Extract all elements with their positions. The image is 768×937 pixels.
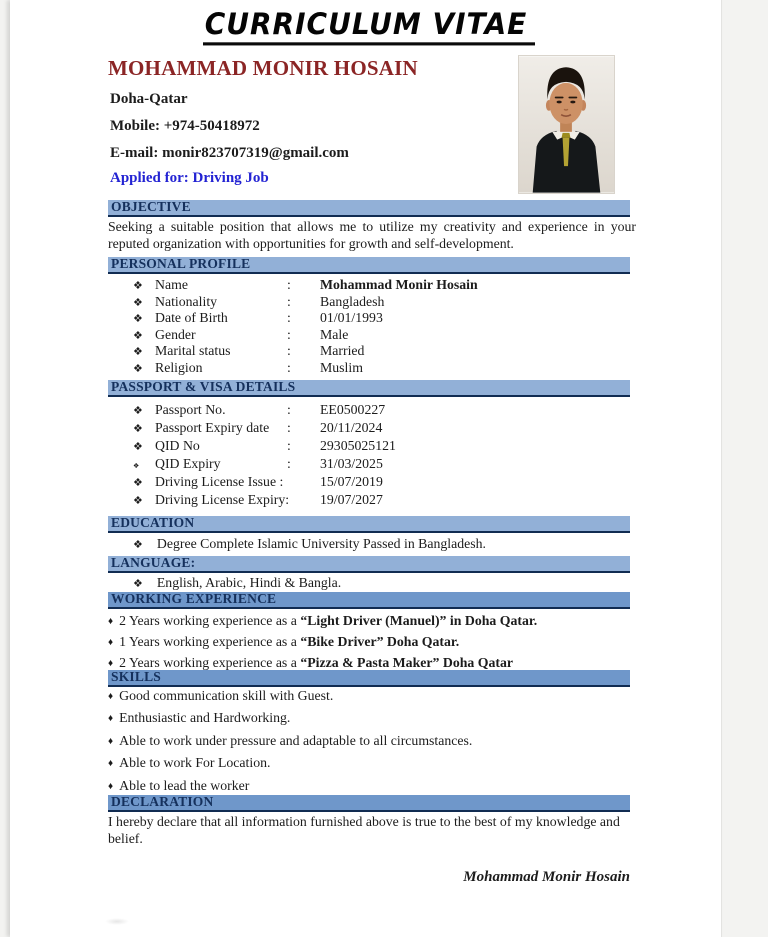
section-header-label: PASSPORT & VISA DETAILS bbox=[111, 379, 296, 394]
row-value: Male bbox=[320, 326, 349, 342]
experience-prefix: 1 Years working experience as a bbox=[119, 634, 301, 649]
small-diamond-bullet-icon: ♦ bbox=[108, 758, 114, 770]
passport-row bbox=[108, 491, 630, 509]
section-header-label: LANGUAGE: bbox=[111, 555, 196, 570]
diamond-bullet-icon: ❖ bbox=[133, 495, 143, 507]
row-value: Married bbox=[320, 343, 365, 358]
skill-item bbox=[108, 733, 636, 755]
profile-row bbox=[108, 277, 630, 294]
experience-item bbox=[108, 632, 636, 652]
row-colon: : bbox=[287, 438, 291, 453]
section-header-language bbox=[108, 556, 630, 573]
small-diamond-bullet-icon: ♦ bbox=[108, 658, 114, 669]
passport-row bbox=[108, 419, 630, 437]
row-value: 29305025121 bbox=[320, 438, 396, 453]
profile-row bbox=[108, 327, 630, 344]
skill-text: Good communication skill with Guest. bbox=[119, 688, 334, 703]
signature-name: Mohammad Monir Hosain bbox=[463, 869, 630, 885]
row-colon: : bbox=[287, 326, 291, 342]
diamond-bullet-icon: ❖ bbox=[133, 477, 143, 489]
language-text: English, Arabic, Hindi & Bangla. bbox=[156, 575, 342, 590]
small-diamond-bullet-icon: ♦ bbox=[108, 616, 114, 627]
experience-prefix: 2 Years working experience as a bbox=[119, 655, 301, 670]
diamond-bullet-icon: ❖ bbox=[133, 346, 143, 358]
small-diamond-bullet-icon: ♦ bbox=[108, 735, 114, 747]
row-label: Religion bbox=[155, 359, 203, 375]
experience-bold: “Pizza & Pasta Maker” Doha Qatar bbox=[300, 655, 513, 670]
experience-list bbox=[108, 611, 636, 674]
section-header-passport-visa bbox=[108, 380, 630, 397]
skill-text: Able to work For Location. bbox=[119, 755, 271, 771]
section-header-objective bbox=[108, 200, 630, 217]
row-value: Mohammad Monir Hosain bbox=[320, 277, 478, 292]
row-label: Gender bbox=[155, 326, 196, 342]
section-header-declaration bbox=[108, 795, 630, 812]
diamond-bullet-icon: ❖ bbox=[133, 313, 143, 325]
scan-smudge bbox=[105, 918, 129, 925]
candidate-name: MOHAMMAD MONIR HOSAIN bbox=[108, 56, 418, 80]
experience-bold: “Bike Driver” Doha Qatar. bbox=[300, 634, 460, 649]
section-header-label: DECLARATION bbox=[111, 794, 214, 809]
row-value: 19/07/2027 bbox=[320, 492, 383, 507]
row-colon: : bbox=[287, 277, 291, 292]
skill-item bbox=[108, 710, 636, 732]
skill-text: Able to lead the worker bbox=[119, 777, 250, 793]
diamond-bullet-icon: ❖ bbox=[133, 462, 140, 470]
diamond-bullet-icon: ❖ bbox=[133, 578, 143, 590]
section-header-working-experience bbox=[108, 592, 630, 609]
language-item bbox=[108, 575, 341, 592]
small-diamond-bullet-icon: ♦ bbox=[108, 691, 114, 702]
profile-row bbox=[108, 310, 630, 327]
row-label: QID Expiry bbox=[155, 456, 221, 471]
row-label: Date of Birth bbox=[155, 310, 228, 325]
diamond-bullet-icon: ❖ bbox=[133, 329, 143, 342]
page-title: CURRICULUM VITAE bbox=[203, 8, 536, 45]
row-colon: : bbox=[287, 420, 291, 435]
small-diamond-bullet-icon: ♦ bbox=[108, 637, 114, 648]
education-text: Degree Complete Islamic University Passed in Bangladesh. bbox=[156, 536, 487, 551]
profile-row bbox=[108, 294, 630, 311]
diamond-bullet-icon: ❖ bbox=[133, 423, 143, 435]
section-header-education bbox=[108, 516, 630, 533]
section-header-skills bbox=[108, 670, 630, 687]
row-colon: : bbox=[287, 310, 291, 325]
small-diamond-bullet-icon: ♦ bbox=[108, 713, 114, 725]
location-line: Doha-Qatar bbox=[110, 91, 188, 107]
applied-for-line: Applied for: Driving Job bbox=[110, 170, 269, 186]
experience-item bbox=[108, 611, 636, 631]
diamond-bullet-icon: ❖ bbox=[133, 280, 143, 292]
row-label: Marital status bbox=[155, 343, 231, 358]
diamond-bullet-icon: ❖ bbox=[133, 362, 143, 375]
section-header-label: WORKING EXPERIENCE bbox=[111, 591, 277, 606]
row-value: 31/03/2025 bbox=[320, 456, 383, 471]
row-label: Name bbox=[155, 277, 188, 292]
skills-list bbox=[108, 688, 636, 800]
row-colon: : bbox=[287, 359, 291, 375]
row-value: EE0500227 bbox=[320, 402, 386, 417]
row-value: Muslim bbox=[320, 359, 363, 375]
skill-item bbox=[108, 755, 636, 777]
profile-row bbox=[108, 343, 630, 360]
row-colon: : bbox=[287, 293, 291, 309]
diamond-bullet-icon: ❖ bbox=[133, 405, 143, 417]
passport-row bbox=[108, 401, 630, 419]
profile-row bbox=[108, 360, 630, 377]
small-diamond-bullet-icon: ♦ bbox=[108, 780, 114, 792]
row-label: Passport No. bbox=[155, 402, 226, 417]
cv-page bbox=[10, 0, 722, 937]
passport-row bbox=[108, 437, 630, 455]
education-item bbox=[108, 536, 486, 553]
mobile-line: Mobile: +974-50418972 bbox=[110, 118, 260, 134]
passport-details-list bbox=[108, 401, 630, 509]
email-line: E-mail: monir823707319@gmail.com bbox=[110, 145, 349, 161]
passport-row bbox=[108, 455, 630, 473]
row-colon: : bbox=[287, 402, 291, 417]
row-label: Driving License Expiry: bbox=[155, 492, 290, 507]
row-label: Passport Expiry date bbox=[155, 420, 270, 435]
experience-prefix: 2 Years working experience as a bbox=[119, 613, 301, 628]
personal-profile-list bbox=[108, 277, 630, 376]
experience-bold: “Light Driver (Manuel)” in Doha Qatar. bbox=[300, 613, 538, 628]
row-value: 15/07/2019 bbox=[320, 474, 383, 489]
title-wrap bbox=[108, 8, 630, 44]
section-header-label: PERSONAL PROFILE bbox=[111, 256, 251, 271]
row-colon: : bbox=[287, 456, 291, 471]
diamond-bullet-icon: ❖ bbox=[133, 539, 143, 551]
row-value: 20/11/2024 bbox=[320, 420, 383, 435]
section-header-label: OBJECTIVE bbox=[111, 199, 191, 214]
row-colon: : bbox=[287, 343, 291, 358]
row-label: Driving License Issue : bbox=[155, 474, 284, 489]
declaration-text: I hereby declare that all information furnished above is true to the best of my knowledge and belief. bbox=[108, 814, 620, 847]
diamond-bullet-icon: ❖ bbox=[133, 441, 143, 453]
skill-text: Able to work under pressure and adaptable to all circumstances. bbox=[119, 732, 473, 748]
section-header-personal-profile bbox=[108, 257, 630, 274]
row-label: QID No bbox=[155, 438, 200, 453]
diamond-bullet-icon: ❖ bbox=[133, 296, 143, 309]
row-label: Nationality bbox=[155, 293, 218, 309]
section-header-label: SKILLS bbox=[111, 669, 161, 684]
row-value: Bangladesh bbox=[320, 293, 385, 309]
section-header-label: EDUCATION bbox=[111, 515, 195, 530]
passport-row bbox=[108, 473, 630, 491]
skill-text: Enthusiastic and Hardworking. bbox=[119, 710, 291, 726]
objective-text: Seeking a suitable position that allows me to utilize my creativity and experience in your reputed organization with opportunities for growth and self-development. bbox=[108, 219, 636, 252]
skill-item bbox=[108, 688, 636, 710]
row-value: 01/01/1993 bbox=[320, 310, 383, 325]
